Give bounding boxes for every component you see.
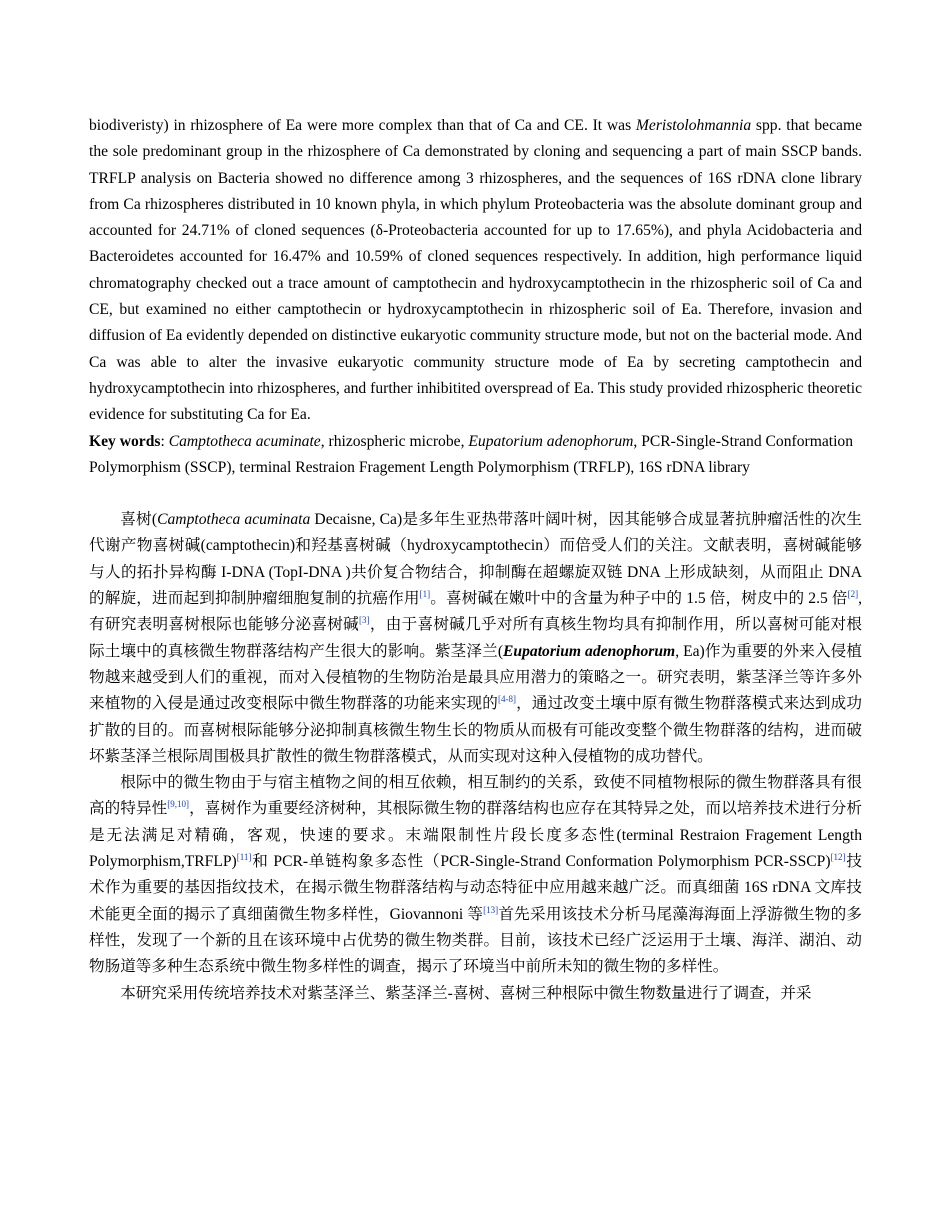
keyword-text: , PCR-Single-Strand Conformation Polymorphism (SSCP), terminal Restraion Fragement Length Polymorphism (TRFLP), 16S rDNA library [89, 432, 854, 476]
body-paragraph-2: 根际中的微生物由于与宿主植物之间的相互依赖，相互制约的关系，致使不同植物根际的微生物群落具有很高的特异性[9,10]，喜树作为重要经济树种，其根际微生物的群落结构也应存在其特异之处，而以培养技术进行分析是无法满足对精确，客观，快速的要求。末端限制性片段长度多态性(terminal Restraion Fragement Length Polymorphism,TRFLP)[11]和 PCR-单链构象多态性（PCR-Single-Strand Conformation Polymorphism PCR-SSCP)[12]技术作为重要的基因指纹技术，在揭示微生物群落结构与动态特征中应用越来越广泛。而真细菌 16S rDNA 文库技术能更全面的揭示了真细菌微生物多样性，Giovannoni 等[13]首先采用该技术分析马尾藻海海面上浮游微生物的多样性，发现了一个新的且在该环境中占优势的微生物类群。目前，该技术已经广泛运用于土壤、海洋、湖泊、动物肠道等多种生态系统中微生物多样性的调查，揭示了环境当中前所未知的微生物的多样性。 [89, 774, 862, 976]
citation[interactable]: [3] [359, 615, 370, 626]
species-name: Eupatorium adenophorum [503, 642, 676, 660]
spacer [89, 481, 862, 507]
citation[interactable]: [11] [236, 852, 252, 863]
abstract-taxon: Meristolohmannia [635, 117, 752, 134]
page-content [89, 113, 862, 1007]
citation[interactable]: [13] [483, 904, 499, 915]
body-paragraph-3: 本研究采用传统培养技术对紫茎泽兰、紫茎泽兰-喜树、喜树三种根际中微生物数量进行了调查，并采 [120, 984, 812, 1002]
keywords-label: Key words [89, 432, 161, 450]
keywords-colon: : [160, 432, 169, 450]
citation[interactable]: [12] [830, 852, 846, 863]
citation[interactable]: [9,10] [167, 799, 190, 810]
citation[interactable]: [1] [419, 589, 431, 600]
body-paragraph-1: 喜树(Camptotheca acuminata Decaisne, Ca)是多年生亚热带落叶阔叶树，因其能够合成显著抗肿瘤活性的次生代谢产物喜树碱(camptothecin)和羟基喜树碱（hydroxycamptothecin）而倍受人们的关注。文献表明，喜树碱能够与人的拓扑异构酶 I-DNA (TopI-DNA )共价复合物结合，抑制酶在超螺旋双链 DNA 上形成缺刻，从而阻止 DNA 的解旋，进而起到抑制肿瘤细胞复制的抗癌作用[1]。喜树碱在嫩叶中的含量为种子中的 1.5 倍，树皮中的 2.5 倍[2], 有研究表明喜树根际也能够分泌喜树碱[3]，由于喜树碱几乎对所有真核生物均具有抑制作用，所以喜树可能对根际土壤中的真核微生物群落结构产生很大的影响。紫茎泽兰(Eupatorium adenophorum, Ea)作为重要的外来入侵植物越来越受到人们的重视，而对入侵植物的生物防治是最具应用潜力的策略之一。研究表明，紫茎泽兰等许多外来植物的入侵是通过改变根际中微生物群落的功能来实现的[4-8]，通过改变土壤中原有微生物群落模式来达到成功扩散的目的。而喜树根际能够分泌抑制真核微生物生长的物质从而极有可能改变整个微生物群落的结构，进而破坏紫茎泽兰根际周围极具扩散性的微生物群落模式，从而实现对这种入侵植物的成功替代。 [89, 511, 863, 765]
species-name: Camptotheca acuminata [157, 511, 311, 529]
keyword-term: Camptotheca acuminate [168, 432, 321, 450]
abstract-text: biodiveristy) in rhizosphere of Ea were more complex than that of Ca and CE. It was [89, 117, 636, 134]
abstract-text: spp. that became the sole predominant group in the rhizosphere of Ca demonstrated by cloning and sequencing a part of main SSCP bands. TRFLP analysis on Bacteria showed no difference among 3 rhizospheres, and the sequences of 16S rDNA clone library from Ca rhizospheres distributed in 10 known phyla, in which phylum Proteobacteria was the absolute dominant group and accounted for 24.71% of cloned sequences (δ-Proteobacteria accounted for up to 17.65%), and phyla Acidobacteria and Bacteroidetes accounted for 16.47% and 10.59% of cloned sequences respectively. In addition, high performance liquid chromatography checked out a trace amount of camptothecin and hydroxycamptothecin in the rhizospheric soil of Ca and CE, but examined no either camptothecin or hydroxycamptothecin in rhizospheric soil of Ea. Therefore, invasion and diffusion of Ea evidently depended on distinctive eukaryotic community structure mode, but not on the bacterial mode. And Ca was able to alter the invasive eukaryotic community structure mode of Ea by secreting camptothecin and hydroxycamptothecin into rhizospheres, and further inhibitited overspread of Ea. This study provided rhizospheric theoretic evidence for substituting Ca for Ea. [89, 117, 862, 424]
keywords [89, 429, 862, 482]
abstract-paragraph [89, 113, 862, 429]
keyword-text: , rhizospheric microbe, [320, 432, 469, 450]
citation[interactable]: [4-8] [497, 694, 516, 705]
citation[interactable]: [2] [847, 589, 859, 600]
keyword-term: Eupatorium adenophorum [468, 432, 634, 450]
